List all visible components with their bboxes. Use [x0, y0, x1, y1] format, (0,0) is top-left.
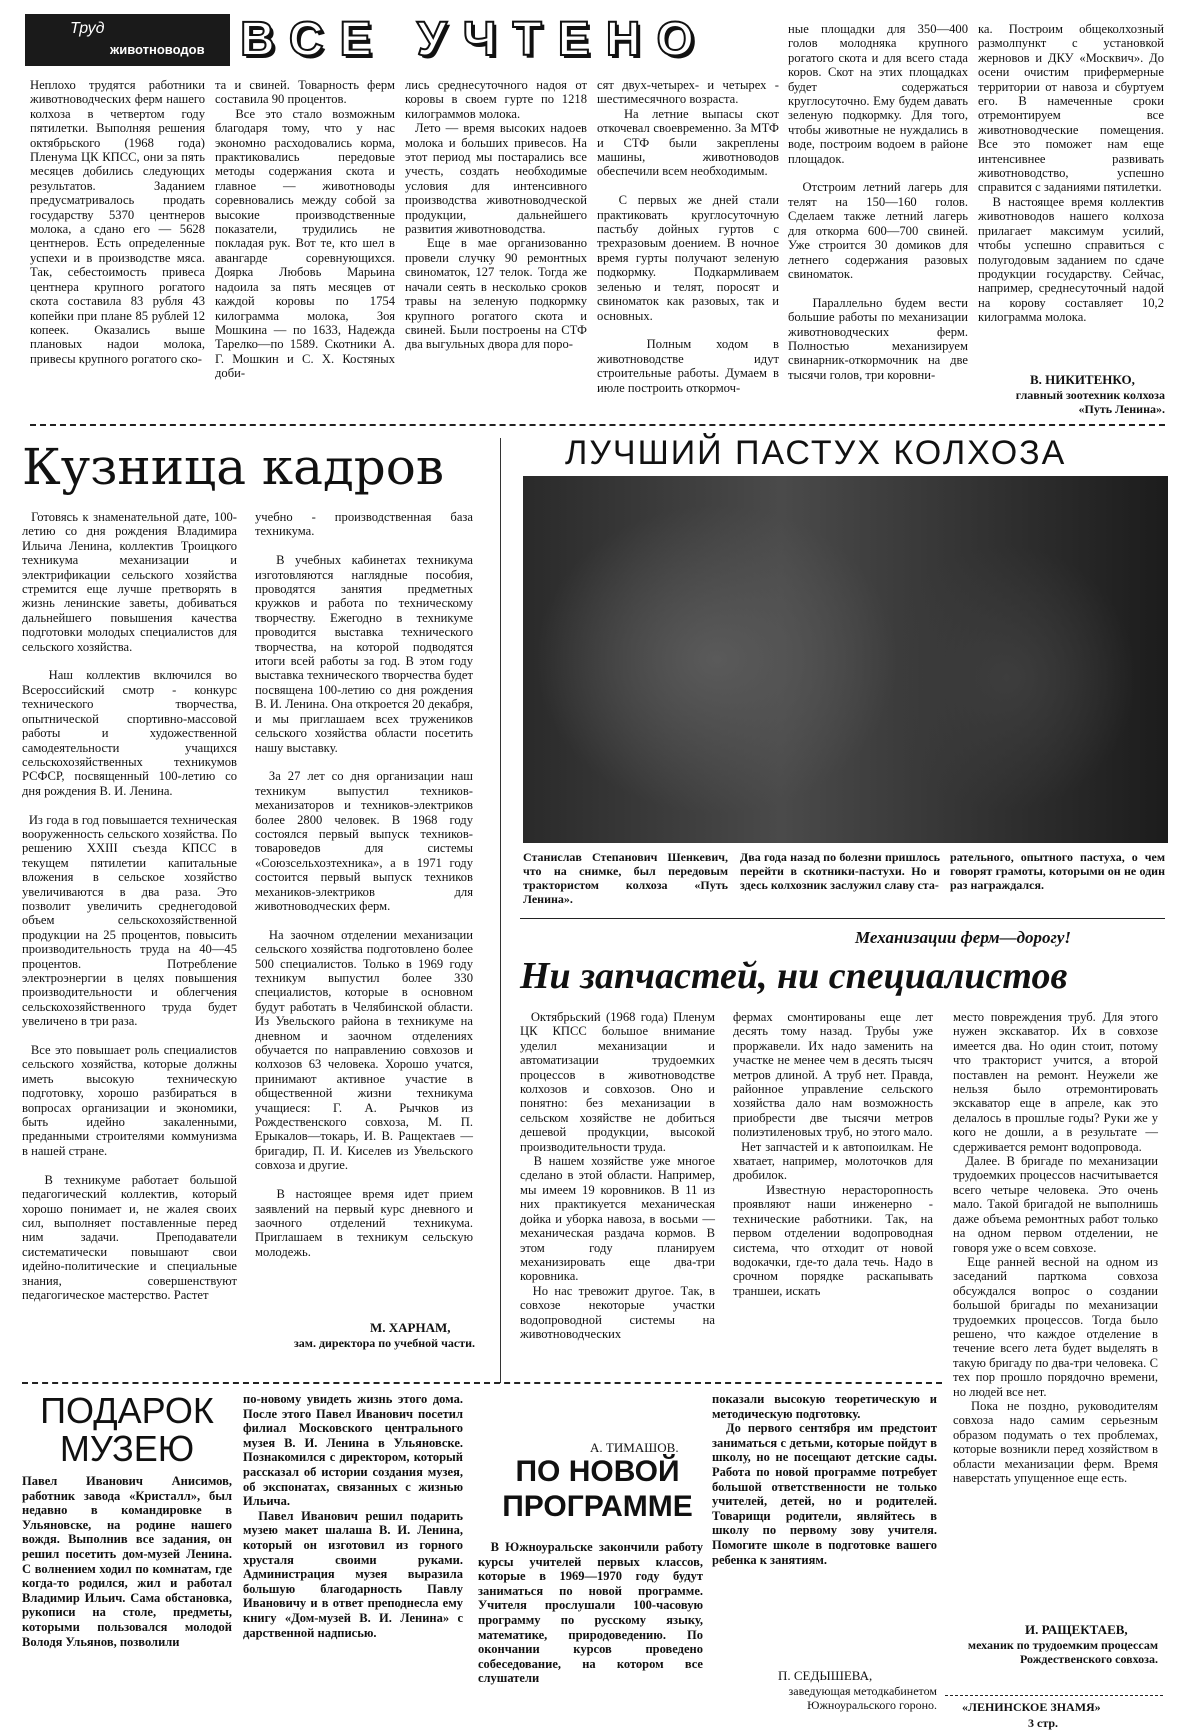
- headline-podarok: [22, 1392, 232, 1468]
- pastuh-caption2: Два года назад по болезни пришлось перейти в скотники-пастухи. Но и здесь колхозник заслужил славу ста-: [740, 850, 943, 892]
- headline-podarok-line1: ПОДАРОК: [40, 1390, 214, 1431]
- zapchasti-signature: И. РАЩЕКТАЕВ,: [1025, 1622, 1128, 1637]
- podarok-col1: Павел Иванович Анисимов, работник завода «Кристалл», был недавно в командировке в Ульяновске, на родине нашего вождя. Выполнив все задания, он решил посетить дом-музей Ленина. С волнением ходил по комнатам, где когда-то родился, жил и работал Владимир Ильич. Сама обстановка, рукописи на столе, предметы, которыми пользовался молодой Володя Ульянов, позволили: [22, 1474, 236, 1649]
- article1-col6: ка. Построим общеколхозный размолпункт с установкой жерновов и ДКУ «Москвич». До осени очистим прифермерные территории от навоза и сбуртуем его. В намеченные сроки отремонтируем все животноводческие помещения. Все это поможет нам еще интенсивнее развивать животноводство, успешно справится с заданиями пятилетки. В настоящее время коллектив животноводов нашего колхоза прилагает максимум усилий, чтобы успешно справиться с полугодовым заданием по сдаче продукции государству. Сейчас, например, среднесуточный надой на корову составляет 10,2 килограмма молока.: [978, 22, 1165, 325]
- headline-podarok-line2: МУЗЕЮ: [59, 1428, 195, 1469]
- zapchasti-col2: фермах смонтированы еще лет десять тому назад. Трубы уже проржавели. Их надо заменить на участке не менее чем в десять тысяч метров длиной. А труб нет. Правда, районное управление сельского хозяйства дало нам возможность приобрести две тысячи метров полиэтиленовых труб, но этого мало. Нет запчастей и к автопоилкам. Не хватает, например, молоточков для дробилок. Известную нерасторопность проявляют наши инженерно - технические работники. Так, на первом отделении водопроводная система, что отходит от новой водокачки, где-то дала течь. Надо в срочном порядке раскапывать траншеи, искать: [733, 1010, 934, 1298]
- headline-novoi-line1: ПО НОВОЙ: [515, 1455, 680, 1488]
- kuznica-signature-role: зам. директора по учебной части.: [293, 1336, 475, 1350]
- kuznica-signature: М. ХАРНАМ,: [370, 1320, 451, 1335]
- article1-col1: Неплохо трудятся работники животноводческих ферм нашего колхоза в четвертом году пятилетки. Выполняя решения октябрьского (1968 года) Пленума ЦК КПСС, они за пять месяцев добились следующих результатов. Заданием предусматривалось продать государству 5370 центнеров молока, а сдано его — 5628 центнеров. Есть определенные успехи и в производстве мяса. Так, себестоимость привеса центнера крупного рогатого скота составила 83 рубля 43 копейки при плане 85 рублей 12 копеек. Оказались выше плановых надои молока, привесы крупного рогатого ско-: [30, 78, 209, 366]
- novoi-signature: П. СЕДЫШЕВА,: [778, 1668, 873, 1683]
- divider-vertical: [500, 438, 501, 1383]
- rubric-line2: животноводов: [110, 42, 205, 57]
- headline-vse-uchteno: ВСЕ УЧТЕНО: [240, 13, 710, 66]
- rubric-line1: Труд: [70, 20, 105, 37]
- novoi-col2: показали высокую теоретическую и методическую подготовку. До первого сентября им предстоит заниматься с детьми, которые пойдут в школу, но не посещают детские сады. Работа по новой программе потребует большой ответственности не только учителей, детей, но и родителей. Товарищи родители, являйтесь в школу по первому зову учителя. Помогите школе в подготовке вашего ребенка к занятиям.: [712, 1392, 938, 1567]
- footer-page-number: 3 стр.: [1028, 1716, 1059, 1730]
- photo-shepherd: [523, 476, 1168, 843]
- podarok-col2: по-новому увидеть жизнь этого дома. После этого Павел Иванович посетил филиал Московского центрального музея В. И. Ленина в Ульяновске. Познакомился с директором, который рассказал об истории создания музея, об экспонатах, связанных с жизнью Ильича. Павел Иванович решил подарить музею макет шалаша В. И. Ленина, который он изготовил из горного хрусталя своими руками. Администрация музея выразила большую благодарность Павлу Ивановичу и в ответ преподнесла ему книгу «Дом-музей В. И. Ленина» с дарственной надписью.: [243, 1392, 463, 1640]
- article1-col5: ные площадки для 350—400 голов молодняка крупного рогатого скота и для всего стада коров. Скот на этих площадках будет содержаться круглосуточно. Ему будем давать зеленую подкормку. Для того, чтобы животные не нуждались в воде, построим водоем в районе площадок. Отстроим летний лагерь для телят на 150—160 голов. Сделаем также летний лагерь для откорма 600—700 свиней. Уже строится 30 домиков для летнего содержания разовых свиноматок. Параллельно будем вести большие работы по механизации животноводческих ферм. Полностью механизируем свинарник-откормочник на две тысячи голов, три коровни-: [788, 22, 969, 382]
- divider-pastuh: [520, 918, 1165, 919]
- article1-signature: В. НИКИТЕНКО,: [1030, 372, 1135, 387]
- novoi-signature-role: заведующая методкабинетом Южноуральского гороно.: [788, 1684, 937, 1712]
- article1-col2: та и свиней. Товарность ферм составила 90 процентов. Все это стало возможным благодаря тому, что у нас экономно расходовались корма, практиковались передовые методы содержания скота и главное — животноводы соревновались между собой за высокие производственные показатели, трудились не покладая рук. Вот те, кто шел в авангарде соревнующихся. Доярка Любовь Марьина надоила за пять месяцев от каждой коровы по 1754 килограмма молока, Зоя Мошкина — по 1633, Надежда Тарелко—по 1589. Скотники А. Г. Мошкин и С. Х. Костяных доби-: [215, 78, 396, 381]
- kuznica-col2: учебно - производственная база техникума. В учебных кабинетах техникума изготовляются наглядные пособия, проводятся занятия предметных кружков и работа по техническому творчеству. Ежегодно в техникуме проводится выставка технического творчества, на которой подводятся итоги всей работы за год. В этом году выставка технического творчества будет посвящена 100-летию со дня рождения В. И. Ленина. Она откроется 20 декабря, и мы приглашаем всех тружеников сельского хозяйства области посетить нашу выставку. За 27 лет со дня организации наш техникум выпустил техников-механизаторов и техников-электриков более 2800 человек. В 1968 году состоялся первый выпуск техников-товароведов для системы «Союзсельхозтехника», а в 1971 году состоится первый выпуск техников механиков-электриков для животноводческих ферм. На заочном отделении механизации сельского хозяйства подготовлено более 500 специалистов. Только в 1969 году техникум выпустил более 330 специалистов, которые в основном будут работать в Челябинской области. Из Увельского района в техникуме на дневном и заочном отделениях обучается по направлению совхозов и колхозов 63 человека. Хорошо учатся, принимают активное участие в общественной жизни техникума учащиеся: Г. А. Рычков из Рождественского совхоза, М. П. Ерыкалов—токарь, И. В. Ращектаев — бригадир, П. И. Киселев из Увельского совхоза и другие. В настоящее время идет прием заявлений на первый курс дневного и заочного отделений техникума. Приглашаем в техникум сельскую молодежь.: [255, 510, 474, 1259]
- article1-col3: лись среднесуточного надоя от коровы в своем гурте по 1218 килограммов молока. Лето — время высоких надоев молока и больших привесов. На этот период мы постарались все учесть, создать необходимые условия для интенсивного производства животноводческой продукции, дальнейшего развития животноводства. Еще в мае организованно провели случку 90 ремонтных свиноматок, 127 телок. Тогда же начали сеять в несколько сроков травы на зеленую подкормку крупного рогатого скота и свиней. Были построены на СТФ два выгульных двора для поро-: [405, 78, 588, 352]
- pastuh-caption1: Станислав Степанович Шенкевич, что на снимке, был передовым трактористом колхоза «Путь Ленина».: [523, 850, 731, 906]
- headline-novoi: [490, 1454, 705, 1524]
- article1-signature-role: главный зоотехник колхоза «Путь Ленина».: [1015, 388, 1165, 416]
- novoi-col1: В Южноуральске закончили работу курсы учителей первых классов, которые в 1969—1970 году будут заниматься по новой программе. Учителя прослушали 100-часовую программу по русскому языку, математике, природоведению. По окончании курсов проведено собеседование, на котором все слушатели: [478, 1540, 707, 1686]
- kuznica-col1: Готовясь к знаменательной дате, 100-летию со дня рождения Владимира Ильича Ленина, коллектив Троицкого техникума механизации и электрификации сельского хозяйства стремится еще лучше претворять в жизнь ленинские заветы, добиваться дальнейшего повышения качества подготовки молодых специалистов для сельского хозяйства. Наш коллектив включился во Всероссийский смотр - конкурс технического творчества, опытнической спортивно-массовой работы и художественной самодеятельности учащихся сельскохозяйственных техникумов РСФСР, посвященный 100-летию со дня рождения В. И. Ленина. Из года в год повышается техническая вооруженность сельского хозяйства. По решению XXIII съезда КПСС в текущем пятилетии капитальные вложения в сельское хозяйство увеличиваются в два раза. Это позволит увеличить среднегодовой объем сельскохозяйственной продукции на 25 процентов, повысить производительность труда на 40—45 процентов. Потребление электроэнергии в целях повышения производительности и облегчения сельскохозяйственного труда будет увеличено в три раза. Все это повышает роль специалистов сельского хозяйства, которые должны иметь высокую техническую подготовку, хорошо разбираться в вопросах организации и экономики, быть идейно закаленными, преданными строителями коммунизма в нашей стране. В техникуме работает большой педагогический коллектив, который хорошо понимает и, не жалея своих сил, выполняет поставленные перед ним задачи. Преподаватели систематически повышают свои идейно-политические и специальные знания, совершенствуют педагогическое мастерство. Растет: [22, 510, 238, 1302]
- footer-divider: [945, 1695, 1163, 1696]
- kicker-mechanization: Механизации ферм—дорогу!: [855, 928, 1071, 947]
- footer-paper-name: «ЛЕНИНСКОЕ ЗНАМЯ»: [962, 1700, 1101, 1714]
- headline-pastuh: ЛУЧШИЙ ПАСТУХ КОЛХОЗА: [565, 434, 1067, 472]
- divider-bottom: [22, 1382, 942, 1384]
- headline-zapchasti: Ни запчастей, ни специалистов: [520, 955, 1068, 997]
- zapchasti-signature-role: механик по трудоемким процессам Рождественского совхоза.: [967, 1638, 1158, 1666]
- article1-col4: сят двух-четырех- и четырех - шестимесячного возраста. На летние выпасы скот откочевал своевременно. За МТФ и СТФ были закреплены машины, животноводов обеспечили всем необходимым. С первых же дней стали практиковать круглосуточную пастьбу дойных гуртов с трехразовым доением. В ночное время гурты получают зеленую подкормку. Подкармливаем зеленью и телят, поросят и свиноматок как разовых, так и основных. Полным ходом в животноводстве идут строительные работы. Думаем в июле построить откормоч-: [597, 78, 779, 395]
- headline-novoi-line2: ПРОГРАММЕ: [502, 1490, 693, 1523]
- zapchasti-col1: Октябрьский (1968 года) Пленум ЦК КПСС большое внимание уделил механизации и автоматизации трудоемких процессов в животноводстве колхозов и совхозов. Оно и понятно: без механизации в сельском хозяйстве не добиться дешевой продукции, высокой производительности труда. В нашем хозяйстве уже многое сделано в этой области. Например, мы имеем 19 коровников. В 11 из них практикуется механическая дойка и уборка навоза, в восьми — механическая раздача кормов. В этом году планируем механизировать еще два-три коровника. Но нас тревожит другое. Так, в совхозе некоторые участки водопроводной системы на животноводческих: [520, 1010, 715, 1341]
- divider-top: [30, 424, 1165, 426]
- podarok-signature: А. ТИМАШОВ.: [590, 1440, 679, 1455]
- rubric-logo: [25, 14, 230, 66]
- pastuh-caption3: рательного, опытного пастуха, о чем говорят грамоты, которыми он не один раз награждался.: [950, 850, 1168, 892]
- headline-kuznica: Кузница кадров: [22, 438, 444, 496]
- zapchasti-col3: место повреждения труб. Для этого нужен экскаватор. Их в совхозе имеется два. Но один стоит, потому что тракторист учится, а второй поставлен на ремонт. Неужели же нельзя было отремонтировать экскаватор еще в апреле, как это делалось в прошлые годы? Руки же у кого не дошли, а в результате — сдерживается ремонт водопровода. Далее. В бригаде по механизации трудоемких процессов насчитывается всего четыре человека. Это очень мало. Такой бригадой не выполнишь даже объема ремонтных работ только на одном первом отделении, не говоря уже о всем совхозе. Еще ранней весной на одном из заседаний парткома совхоза обсуждался вопрос о создании большой бригады по механизации трудоемких процессов. Тогда было решено, что каждое отделение в течение всего лета будет выделять в такую бригаду по два-три человека. С тех пор прошло порядочно времени, но людей все нет. Пока не поздно, руководителям совхоза надо самим серьезным образом подумать о тех проблемах, которые возникли перед хозяйством в области механизации ферм. Время наверстать упущенное еще есть.: [953, 1010, 1158, 1485]
